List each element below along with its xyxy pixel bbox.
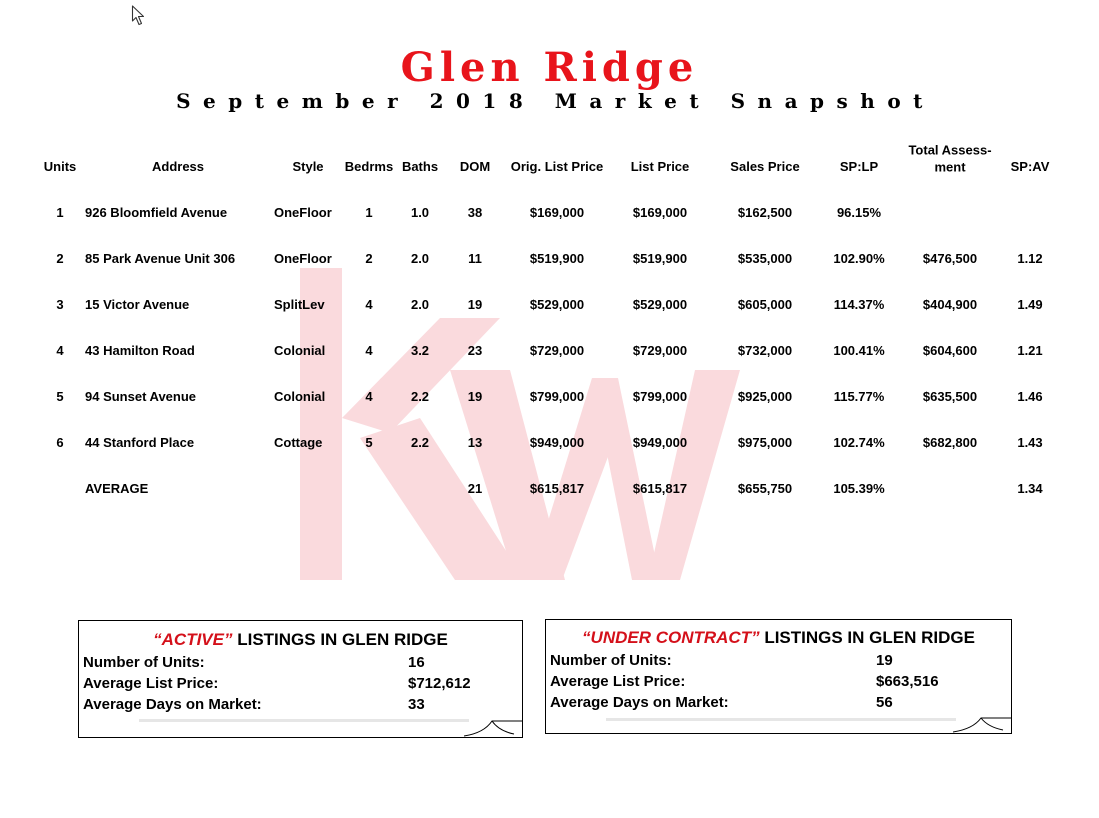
cell-sp-lp: 115.77%: [833, 389, 885, 404]
col-sales-price: Sales Price: [730, 159, 800, 174]
cell-address: 85 Park Avenue Unit 306: [85, 251, 236, 266]
contract-avg-price-label: Average List Price:: [550, 673, 686, 690]
active-avg-price-value: $712,612: [408, 675, 471, 692]
cell-sp-av: 1.49: [1017, 297, 1043, 312]
col-style: Style: [292, 159, 324, 174]
cell-style: OneFloor: [274, 251, 332, 266]
page-curl-icon: [953, 716, 1011, 733]
cell-assessment: $476,500: [922, 251, 978, 266]
contract-box-highlight: “UNDER CONTRACT”: [582, 628, 760, 647]
cell-style: Colonial: [274, 389, 326, 404]
cell-list-price: $169,000: [632, 205, 688, 220]
cell-sp-av: 1.46: [1017, 389, 1043, 404]
cell-dom: 23: [467, 343, 483, 358]
contract-avg-price-value: $663,516: [876, 673, 939, 690]
cell-sp-lp: 114.37%: [833, 297, 885, 312]
cell-style: SplitLev: [274, 297, 325, 312]
cell-orig-list-price: $519,900: [529, 251, 585, 266]
cell-unit: 4: [56, 343, 64, 358]
cell-style: Colonial: [274, 343, 326, 358]
cell-bedrms: 4: [365, 389, 373, 404]
cell-style: OneFloor: [274, 205, 332, 220]
cell-unit: 1: [56, 205, 64, 220]
col-bedrms: Bedrms: [344, 159, 394, 174]
cell-unit: 3: [56, 297, 64, 312]
page-title: Glen Ridge: [400, 44, 699, 91]
cell-sp-av: 1.43: [1017, 435, 1043, 450]
contract-box-title: [546, 628, 1011, 648]
cell-sales-price: $975,000: [737, 435, 793, 450]
col-total-assessment-line2: ment: [934, 159, 966, 175]
cell-sp-av: 1.34: [1017, 481, 1043, 496]
cell-sp-lp: 102.74%: [833, 435, 885, 450]
col-sp-av: SP:AV: [1010, 159, 1050, 174]
cell-list-price: $529,000: [632, 297, 688, 312]
box-shadow-line: [606, 718, 956, 721]
box-shadow-line: [139, 719, 469, 722]
cell-orig-list-price: $949,000: [529, 435, 585, 450]
cell-dom: 21: [467, 481, 483, 496]
cell-sales-price: $535,000: [737, 251, 793, 266]
cell-orig-list-price: $529,000: [529, 297, 585, 312]
col-baths: Baths: [401, 159, 439, 174]
cell-dom: 38: [467, 205, 483, 220]
page-curl-icon: [464, 719, 522, 737]
kw-logo-watermark: [300, 268, 770, 580]
cell-list-price: $615,817: [632, 481, 688, 496]
under-contract-listings-box: [545, 619, 1012, 734]
cell-assessment: $635,500: [922, 389, 978, 404]
cell-list-price: $729,000: [632, 343, 688, 358]
cell-assessment: $604,600: [922, 343, 978, 358]
cell-sp-lp: 105.39%: [833, 481, 885, 496]
cell-list-price: $949,000: [632, 435, 688, 450]
cell-address: 926 Bloomfield Avenue: [85, 205, 228, 220]
cell-dom: 13: [467, 435, 483, 450]
cell-address: 94 Sunset Avenue: [85, 389, 197, 404]
contract-avg-dom-value: 56: [876, 694, 893, 711]
active-box-highlight: “ACTIVE”: [153, 630, 233, 649]
cell-bedrms: 4: [365, 343, 373, 358]
cell-list-price: $519,900: [632, 251, 688, 266]
col-units: Units: [43, 159, 77, 174]
cell-assessment: $682,800: [922, 435, 978, 450]
active-box-title-rest: LISTINGS IN GLEN RIDGE: [232, 630, 448, 649]
cell-baths: 2.0: [410, 297, 430, 312]
cell-orig-list-price: $615,817: [529, 481, 585, 496]
cell-sales-price: $162,500: [737, 205, 793, 220]
cell-baths: 2.0: [410, 251, 430, 266]
cell-sp-lp: 102.90%: [833, 251, 885, 266]
cell-sales-price: $655,750: [737, 481, 793, 496]
active-avg-dom-label: Average Days on Market:: [83, 696, 262, 713]
contract-box-title-rest: LISTINGS IN GLEN RIDGE: [759, 628, 975, 647]
col-total-assessment-line1: Total Assess-: [908, 142, 992, 158]
contract-units-label: Number of Units:: [550, 652, 672, 669]
cell-style: Cottage: [274, 435, 323, 450]
cell-bedrms: 5: [365, 435, 373, 450]
col-sp-lp: SP:LP: [839, 159, 879, 174]
cell-orig-list-price: $799,000: [529, 389, 585, 404]
cell-sp-lp: 96.15%: [836, 205, 882, 220]
cell-sales-price: $605,000: [737, 297, 793, 312]
cell-unit: 5: [56, 389, 64, 404]
cell-assessment: $404,900: [922, 297, 978, 312]
cell-baths: 1.0: [410, 205, 430, 220]
col-dom: DOM: [459, 159, 491, 174]
cell-sales-price: $732,000: [737, 343, 793, 358]
contract-units-value: 19: [876, 652, 893, 669]
cell-unit: 6: [56, 435, 64, 450]
cell-baths: 3.2: [410, 343, 430, 358]
col-orig-list-price: Orig. List Price: [510, 159, 604, 174]
cell-baths: 2.2: [410, 435, 430, 450]
page-subtitle: September 2018 Market Snapshot: [176, 89, 935, 113]
cell-unit: 2: [56, 251, 64, 266]
cell-dom: 11: [468, 251, 482, 266]
col-list-price: List Price: [630, 159, 690, 174]
cell-dom: 19: [467, 389, 483, 404]
active-units-value: 16: [408, 654, 425, 671]
cell-bedrms: 2: [365, 251, 373, 266]
cell-list-price: $799,000: [632, 389, 688, 404]
cell-dom: 19: [467, 297, 483, 312]
mouse-pointer-icon: [131, 5, 147, 27]
contract-avg-dom-label: Average Days on Market:: [550, 694, 729, 711]
cell-address: 15 Victor Avenue: [85, 297, 190, 312]
cell-sp-lp: 100.41%: [833, 343, 885, 358]
active-listings-box: [78, 620, 523, 738]
cell-bedrms: 4: [365, 297, 373, 312]
cell-bedrms: 1: [365, 205, 373, 220]
cell-sales-price: $925,000: [737, 389, 793, 404]
active-units-label: Number of Units:: [83, 654, 205, 671]
active-avg-dom-value: 33: [408, 696, 425, 713]
active-box-title: [79, 630, 522, 650]
cell-sp-av: 1.21: [1017, 343, 1043, 358]
cell-address: 44 Stanford Place: [85, 435, 195, 450]
active-avg-price-label: Average List Price:: [83, 675, 219, 692]
col-address: Address: [151, 159, 205, 174]
cell-sp-av: 1.12: [1017, 251, 1043, 266]
cell-orig-list-price: $729,000: [529, 343, 585, 358]
cell-address: AVERAGE: [85, 481, 149, 496]
cell-baths: 2.2: [410, 389, 430, 404]
cell-address: 43 Hamilton Road: [85, 343, 195, 358]
cell-orig-list-price: $169,000: [529, 205, 585, 220]
